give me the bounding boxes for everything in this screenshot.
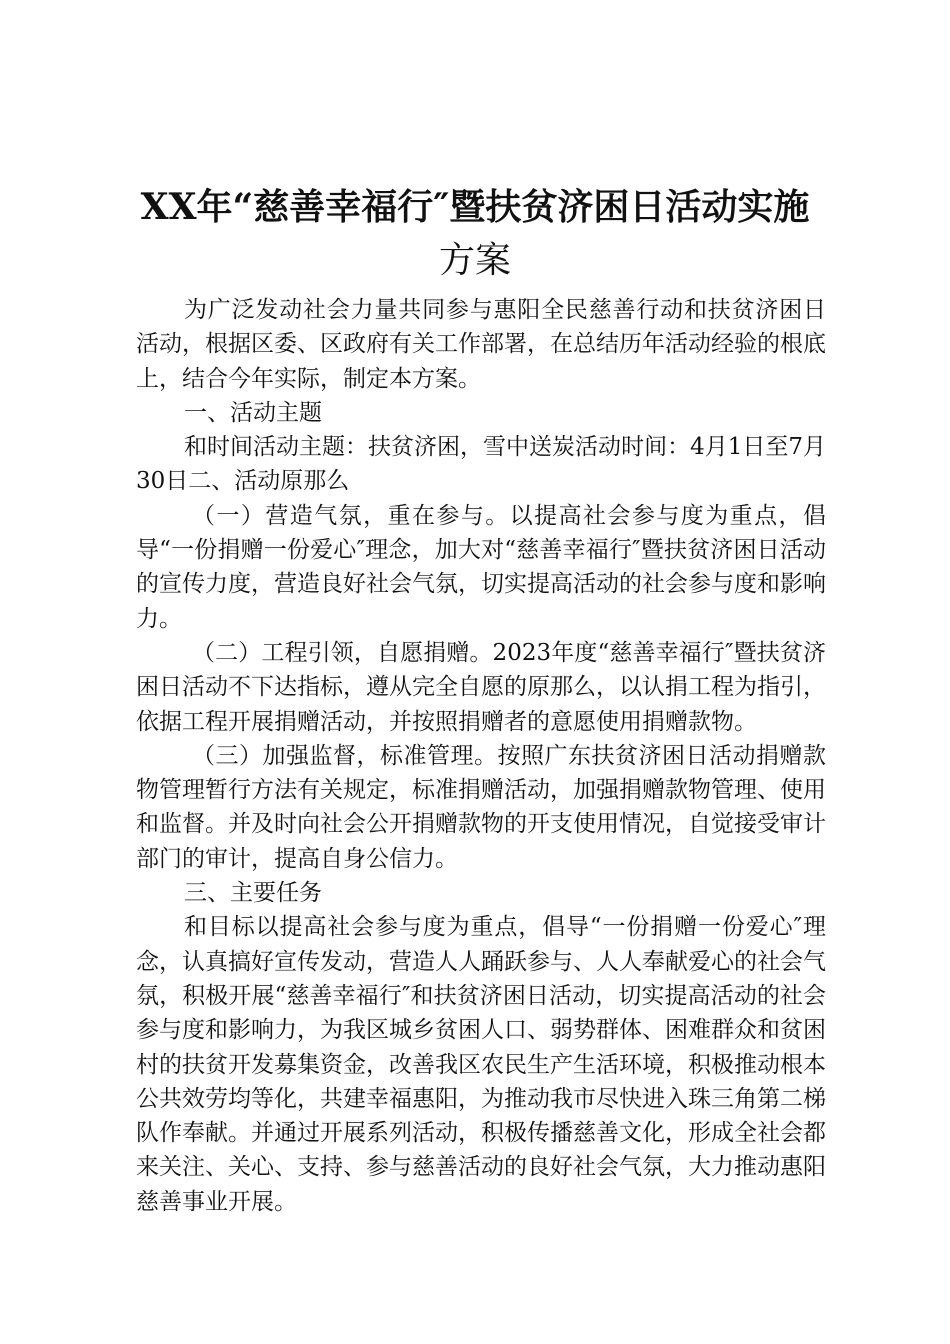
document-body — [136, 293, 826, 1219]
paragraph-theme-time: 和时间活动主题：扶贫济困，雪中送炭活动时间：4月1日至7月30日二、活动原那么 — [136, 434, 826, 495]
paragraph-tasks-goals: 和目标以提高社会参与度为重点，倡导“一份捐赠一份爱心″理念，认真搞好宣传发动，营造人人踊跃参与、人人奉献爱心的社会气氛，积极开展“慈善幸福行″和扶贫济困日活动，切实提高活动的社会参与度和影响力，为我区城乡贫困人口、弱势群体、困难群众和贫困村的扶贫开发募集资金，改善我区农民生产生活环境，积极推动根本公共效劳均等化，共建幸福惠阳，为推动我市尽快进入珠三角第二梯队作奉献。并通过开展系列活动，积极传播慈善文化，形成全社会都来关注、关心、支持、参与慈善活动的良好社会气氛，大力推动惠阳慈善事业开展。 — [136, 914, 826, 1215]
paragraph-intro: 为广泛发动社会力量共同参与惠阳全民慈善行动和扶贫济困日活动，根据区委、区政府有关工作部署，在总结历年活动经验的根底上，结合今年实际，制定本方案。 — [136, 297, 826, 392]
paragraph-principle-1: （一）营造气氛，重在参与。以提高社会参与度为重点，倡导“一份捐赠一份爱心″理念，加大对“慈善幸福行″暨扶贫济困日活动的宣传力度，营造良好社会气氛，切实提高活动的社会参与度和影响力。 — [136, 502, 826, 632]
document-title — [120, 180, 830, 288]
title-line-2: 方案 — [438, 240, 511, 281]
heading-main-tasks: 三、主要任务 — [184, 880, 322, 907]
heading-activity-theme: 一、活动主题 — [184, 399, 322, 426]
title-line-1: XX年“慈善幸福行″暨扶贫济困日活动实施 — [140, 186, 810, 228]
paragraph-principle-2: （二）工程引领，自愿捐赠。2023年度“慈善幸福行″暨扶贫济困日活动不下达指标，遵从完全自愿的原那么，以认捐工程为指引，依据工程开展捐赠活动，并按照捐赠者的意愿使用捐赠款物。 — [136, 639, 826, 735]
paragraph-principle-3: （三）加强监督，标准管理。按照广东扶贫济困日活动捐赠款物管理暂行方法有关规定，标准捐赠活动，加强捐赠款物管理、使用和监督。并及时向社会公开捐赠款物的开支使用情况，自觉接受审计部门的审计，提高自身公信力。 — [136, 742, 826, 872]
